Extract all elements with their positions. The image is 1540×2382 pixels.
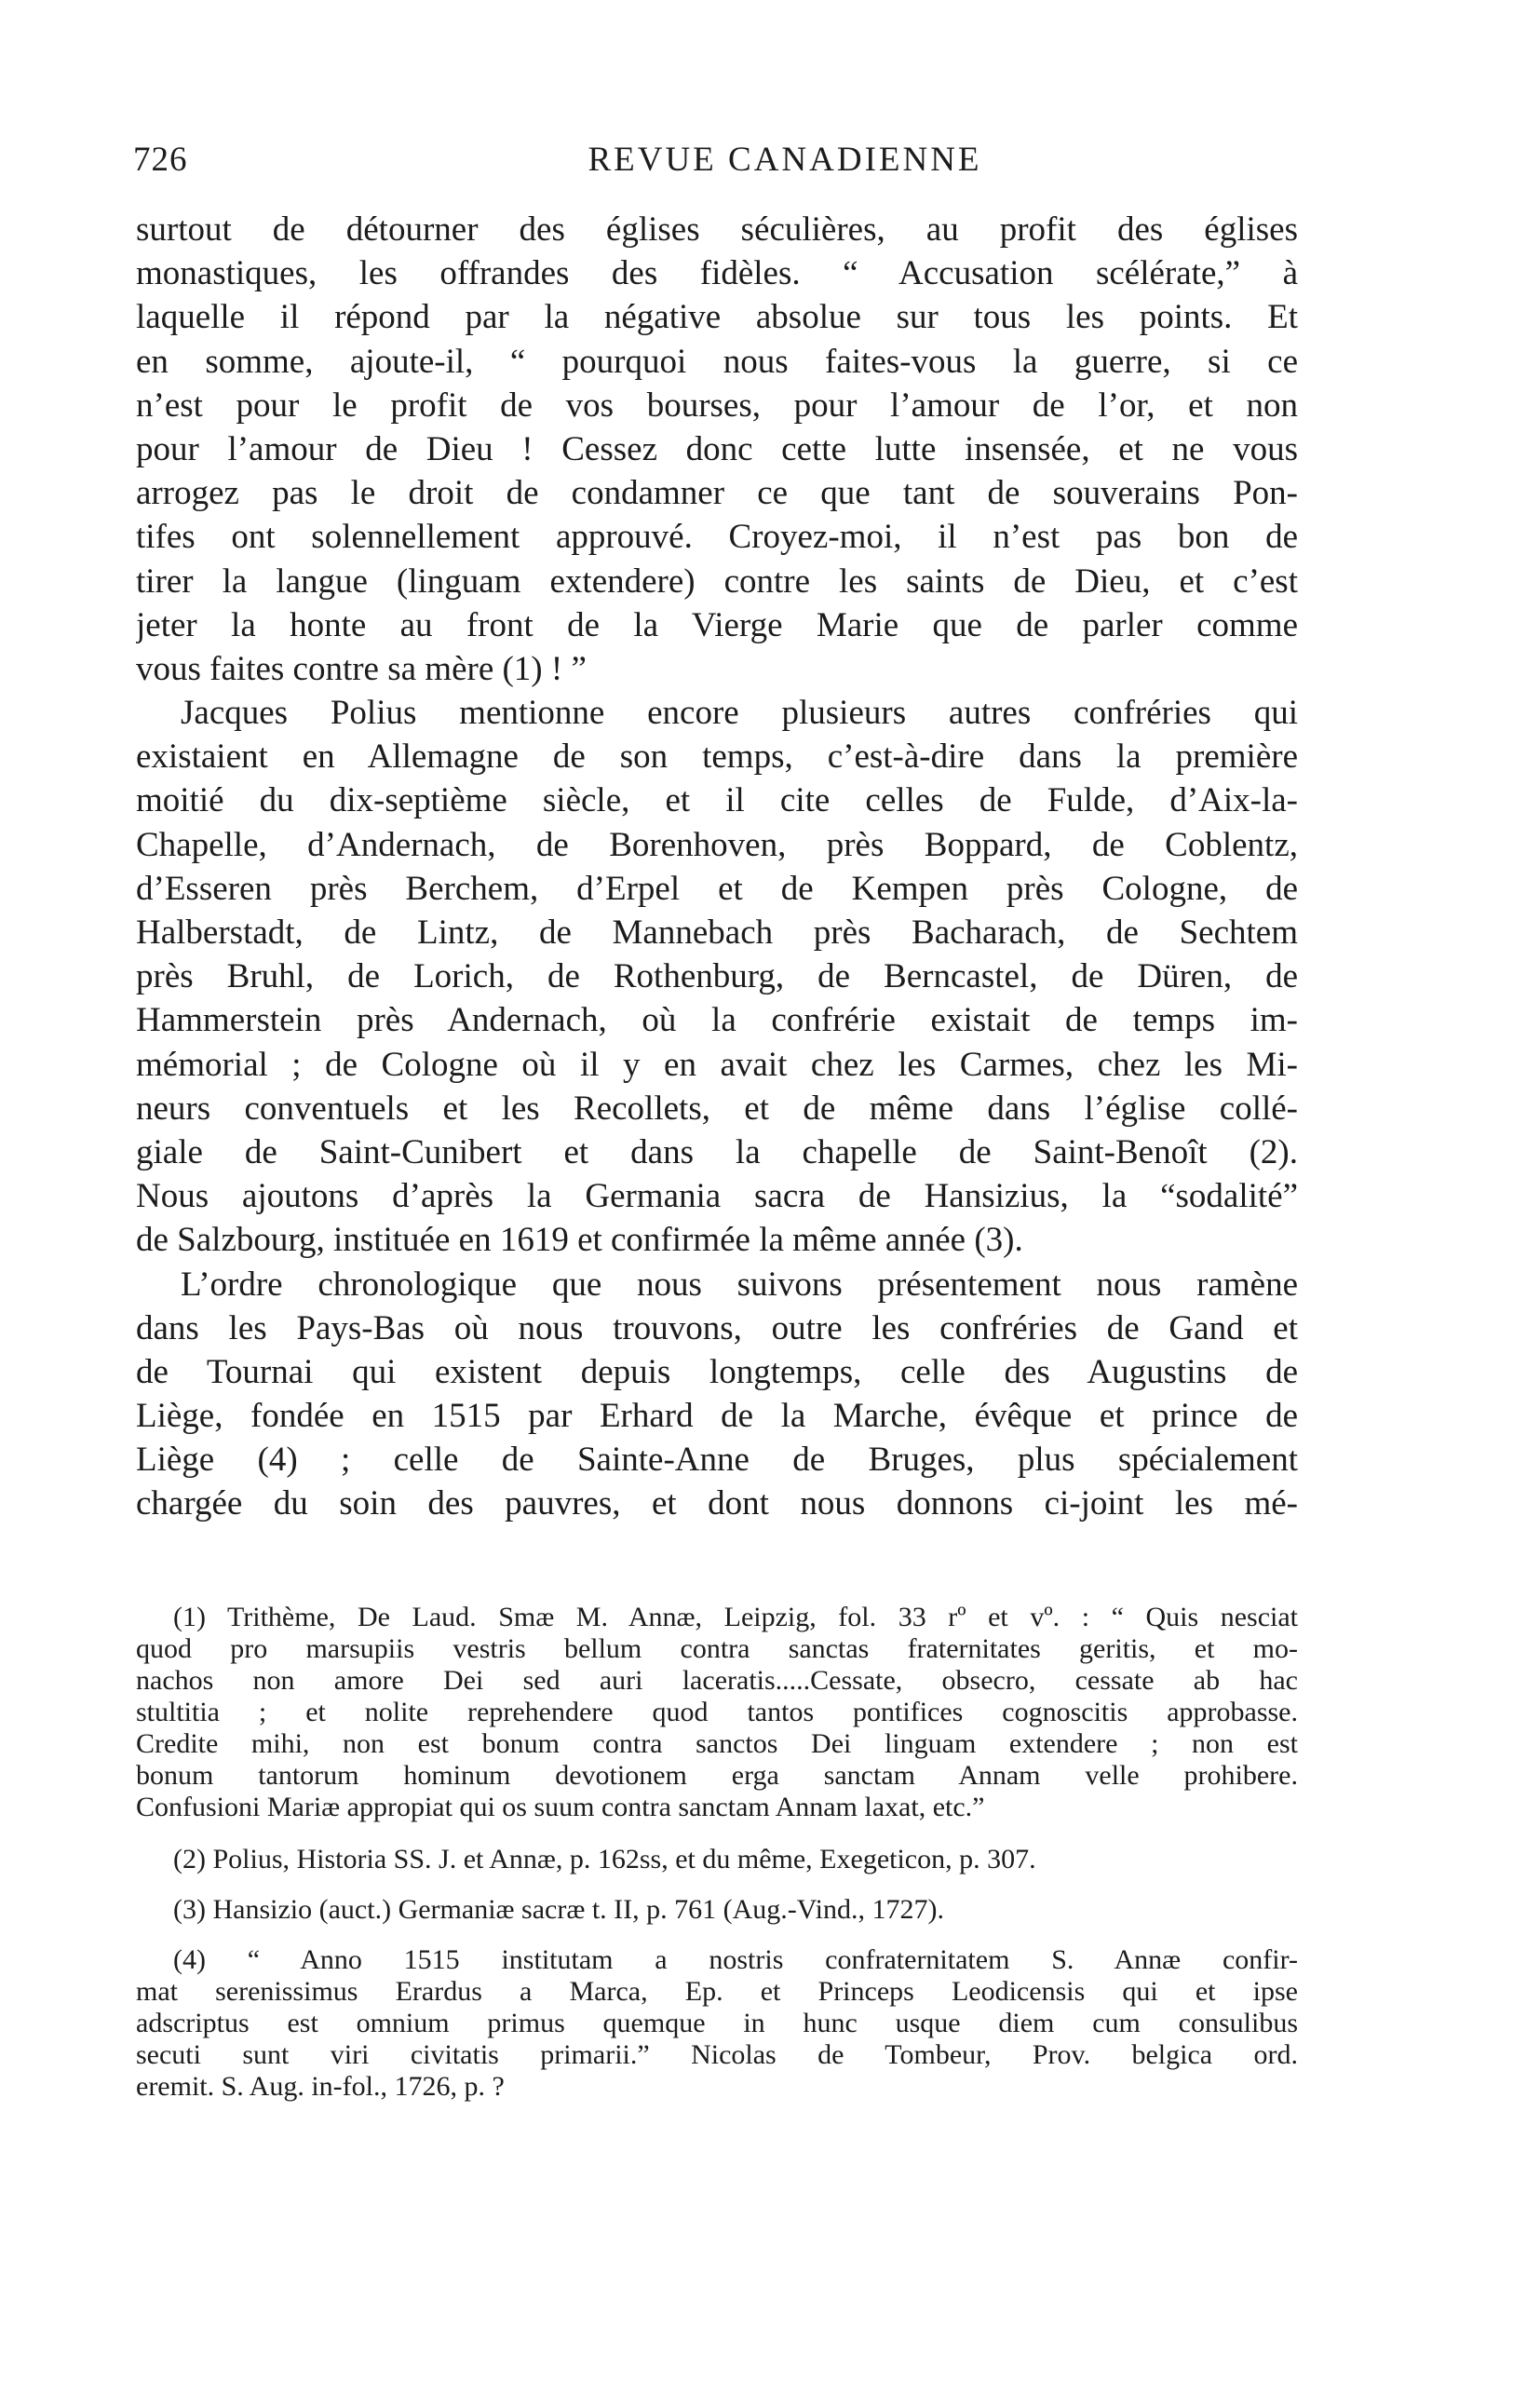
footnote-1 — [136, 1602, 1298, 1823]
text-line: en somme, ajoute-il, “ pourquoi nous faites-vous la guerre, si ce — [136, 342, 1298, 381]
footnote-line: Credite mihi, non est bonum contra sanctos Dei linguam extendere ; non est — [136, 1728, 1298, 1759]
text-line: dans les Pays-Bas où nous trouvons, outre les confréries de Gand et — [136, 1308, 1298, 1347]
running-head — [133, 140, 1297, 186]
footnotes — [136, 1602, 1298, 2123]
main-text — [136, 208, 1298, 1526]
page-number: 726 — [133, 141, 188, 179]
footnote-2 — [136, 1844, 1298, 1875]
text-line: pour l’amour de Dieu ! Cessez donc cette lutte insensée, et ne vous — [136, 429, 1298, 468]
text-line: moitié du dix-septième siècle, et il cite celles de Fulde, d’Aix-la- — [136, 781, 1298, 820]
text-line: L’ordre chronologique que nous suivons présentement nous ramène — [181, 1265, 1298, 1304]
text-line: Liège (4) ; celle de Sainte-Anne de Bruges, plus spécialement — [136, 1441, 1298, 1480]
footnote-3 — [136, 1894, 1298, 1926]
text-line: n’est pour le profit de vos bourses, pour l’amour de l’or, et non — [136, 386, 1298, 425]
text-line: vous faites contre sa mère (1) ! ” — [136, 649, 587, 688]
footnote-line: Confusioni Mariæ appropiat qui os suum contra sanctam Annam laxat, etc.” — [136, 1792, 985, 1822]
footnote-line: mat serenissimus Erardus a Marca, Ep. et Princeps Leodicensis qui et ipse — [136, 1976, 1298, 2007]
paragraph — [136, 1263, 1298, 1526]
text-line: près Bruhl, de Lorich, de Rothenburg, de Berncastel, de Düren, de — [136, 957, 1298, 996]
text-line: surtout de détourner des églises séculières, au profit des églises — [136, 210, 1298, 249]
text-line: Hammerstein près Andernach, où la confrérie existait de temps im- — [136, 1001, 1298, 1040]
footnote-line: (4) “ Anno 1515 institutam a nostris confraternitatem S. Annæ confir- — [173, 1944, 1298, 1975]
text-line: jeter la honte au front de la Vierge Marie que de parler comme — [136, 605, 1298, 644]
text-line: Liège, fondée en 1515 par Erhard de la Marche, évêque et prince de — [136, 1397, 1298, 1436]
text-line: Halberstadt, de Lintz, de Mannebach près Bacharach, de Sechtem — [136, 914, 1298, 952]
footnote-line: (2) Polius, Historia SS. J. et Annæ, p. 162ss, et du même, Exegeticon, p. 307. — [173, 1844, 1036, 1874]
footnote-line: nachos non amore Dei sed auri laceratis.....Cessate, obsecro, cessate ab hac — [136, 1665, 1298, 1696]
text-line: neurs conventuels et les Recollets, et de même dans l’église collé- — [136, 1089, 1298, 1128]
footnote-line: stultitia ; et nolite reprehendere quod tantos pontifices cognoscitis approbasse. — [136, 1697, 1298, 1727]
footnote-4 — [136, 1944, 1298, 2103]
text-line: Chapelle, d’Andernach, de Borenhoven, près Boppard, de Coblentz, — [136, 825, 1298, 864]
footnote-line: quod pro marsupiis vestris bellum contra sanctas fraternitates geritis, et mo- — [136, 1633, 1298, 1664]
footnote-line: secuti sunt viri civitatis primarii.” Nicolas de Tombeur, Prov. belgica ord. — [136, 2039, 1298, 2070]
text-line: d’Esseren près Berchem, d’Erpel et de Kempen près Cologne, de — [136, 869, 1298, 908]
text-line: giale de Saint-Cunibert et dans la chapelle de Saint-Benoît (2). — [136, 1132, 1298, 1171]
text-line: Jacques Polius mentionne encore plusieurs autres confréries qui — [181, 694, 1298, 733]
text-line: tifes ont solennellement approuvé. Croyez-moi, il n’est pas bon de — [136, 518, 1298, 557]
footnote-line: eremit. S. Aug. in-fol., 1726, p. ? — [136, 2071, 505, 2102]
text-line: monastiques, les offrandes des fidèles. “ Accusation scélérate,” à — [136, 254, 1298, 293]
text-line: Nous ajoutons d’après la Germania sacra de Hansizius, la “sodalité” — [136, 1177, 1298, 1216]
footnote-line: bonum tantorum hominum devotionem erga sanctam Annam velle prohibere. — [136, 1760, 1298, 1791]
text-line: tirer la langue (linguam extendere) contre les saints de Dieu, et c’est — [136, 562, 1298, 601]
text-line: de Salzbourg, instituée en 1619 et confirmée la même année (3). — [136, 1221, 1023, 1260]
text-line: de Tournai qui existent depuis longtemps, celle des Augustins de — [136, 1352, 1298, 1391]
running-title: REVUE CANADIENNE — [588, 141, 982, 179]
footnote-line: adscriptus est omnium primus quemque in hunc usque diem cum consulibus — [136, 2008, 1298, 2038]
text-line: existaient en Allemagne de son temps, c’est-à-dire dans la première — [136, 738, 1298, 777]
paragraph — [136, 208, 1298, 691]
footnote-line: (3) Hansizio (auct.) Germaniæ sacræ t. II, p. 761 (Aug.-Vind., 1727). — [173, 1894, 944, 1925]
text-line: laquelle il répond par la négative absolue sur tous les points. Et — [136, 298, 1298, 337]
text-line: mémorial ; de Cologne où il y en avait chez les Carmes, chez les Mi- — [136, 1045, 1298, 1084]
text-line: chargée du soin des pauvres, et dont nous donnons ci-joint les mé- — [136, 1484, 1298, 1523]
text-line: arrogez pas le droit de condamner ce que tant de souverains Pon- — [136, 474, 1298, 513]
paragraph — [136, 691, 1298, 1262]
footnote-line: (1) Trithème, De Laud. Smæ M. Annæ, Leipzig, fol. 33 rº et vº. : “ Quis nesciat — [173, 1602, 1298, 1632]
